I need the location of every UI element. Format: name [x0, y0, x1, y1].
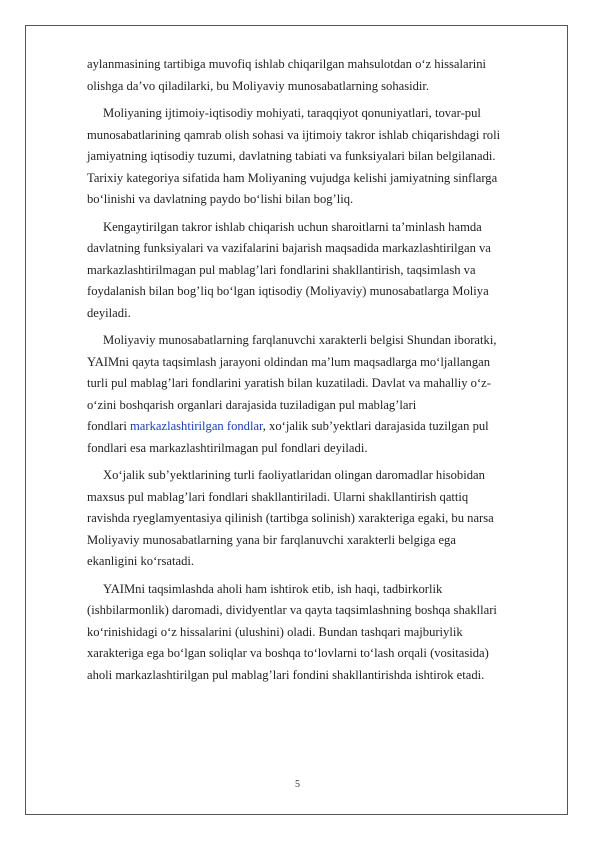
- text-line: ko‘rinishidagi o‘z hissalarini (ulushini) oladi. Bundan tashqari majburiylik: [87, 624, 463, 639]
- text-line: aylanmasining tartibiga muvofiq ishlab chiqarilgan mahsulotdan o‘z hissalarini: [87, 57, 487, 71]
- text-line: Moliyaning ijtimoiy-iqtisodiy mohiyati, taraqqiyot qonuniyatlari, tovar-pul: [103, 106, 481, 120]
- text-line: deyiladi.: [87, 305, 131, 320]
- text-line: xarakteriga ega bo‘lgan soliqlar va boshqa to‘lovlarni to‘lash orqali (vositasida): [87, 646, 489, 660]
- text-line: Moliyaviy munosabatlarning yana bir farqlanuvchi xarakterli belgiga ega: [87, 532, 456, 547]
- page-number: 5: [295, 779, 300, 790]
- link-prefix-text: fondlari: [87, 419, 131, 433]
- text-line: bo‘linishi va davlatning paydo bo‘lishi bilan bog’liq.: [87, 192, 354, 206]
- paragraph-5: [87, 465, 547, 573]
- text-line: foydalanish bilan bog’liq bo‘lgan iqtisodiy (Moliyaviy) munosabatlarga Moliya: [87, 284, 489, 298]
- text-line: aholi markazlashtirilgan pul mablag’lari fondini shakllantirishda ishtirok etadi.: [87, 667, 485, 682]
- text-line: markazlashtirilmagan pul mablag’lari fondlarini shakllantirish, taqsimlash va: [87, 262, 476, 277]
- text-line: fondlari esa markazlashtirilmagan pul fondlari deyiladi.: [87, 440, 368, 455]
- text-line: davlatning funksiyalari va vazifalarini bajarish maqsadida markazlashtirilgan va: [87, 241, 491, 255]
- text-line: ravishda ryeglamyentasiya qilinish (tartibga solinish) xarakteriga egaki, bu narsa: [87, 511, 494, 525]
- text-line: munosabatlarining qamrab olish sohasi va ijtimoiy takror ishlab chiqarishdagi roli: [87, 127, 501, 142]
- text-line: Xo‘jalik sub’yektlarining turli faoliyatlaridan olingan daromadlar hisobidan: [103, 468, 485, 482]
- paragraph-3: [87, 217, 547, 325]
- text-line: YAIMni qayta taqsimlash jarayoni oldindan ma’lum maqsadlarga mo‘ljallangan: [87, 354, 491, 369]
- text-line: Kengaytirilgan takror ishlab chiqarish uchun sharoitlarni ta’minlash hamda: [103, 219, 482, 234]
- text-line: Moliyaviy munosabatlarning farqlanuvchi xarakterli belgisi Shundan iboratki,: [103, 333, 497, 347]
- text-line: (ishbilarmonlik) daromadi, dividyentlar va qayta taqsimlashning boshqa shakllari: [87, 603, 497, 617]
- text-line: maxsus pul mablag’lari fondlari shakllantiriladi. Ularni shakllantirish qattiq: [87, 489, 469, 504]
- document-body: [87, 54, 547, 686]
- paragraph-1: [87, 54, 547, 97]
- text-line: ekanligini ko‘rsatadi.: [87, 554, 195, 568]
- text-line: olishga da’vo qiladilarki, bu Moliyaviy munosabatlarning sohasidir.: [87, 78, 430, 93]
- text-line: o‘zini boshqarish organlari darajasida tuziladigan pul mablag’lari: [87, 397, 417, 412]
- text-line-with-link: [87, 416, 547, 438]
- markazlashtirilgan-fondlar-link[interactable]: markazlashtirilgan fondlar: [130, 419, 263, 433]
- paragraph-2: [87, 103, 547, 211]
- text-line: YAIMni taqsimlashda aholi ham ishtirok etib, ish haqi, tadbirkorlik: [103, 581, 443, 596]
- text-line: turli pul mablag’lari fondlarini yaratish bilan kuzatiladi. Davlat va mahalliy o‘z-: [87, 376, 491, 390]
- text-line: jamiyatning iqtisodiy tuzumi, davlatning tabiati va funksiyalari bilan belgilanadi.: [87, 149, 496, 163]
- link-suffix-text: , xo‘jalik sub’yektlari darajasida tuzilgan pul: [262, 419, 489, 433]
- paragraph-6: [87, 579, 547, 687]
- text-line: Tarixiy kategoriya sifatida ham Moliyaning vujudga kelishi jamiyatning sinflarga: [87, 170, 498, 185]
- paragraph-4: [87, 330, 547, 459]
